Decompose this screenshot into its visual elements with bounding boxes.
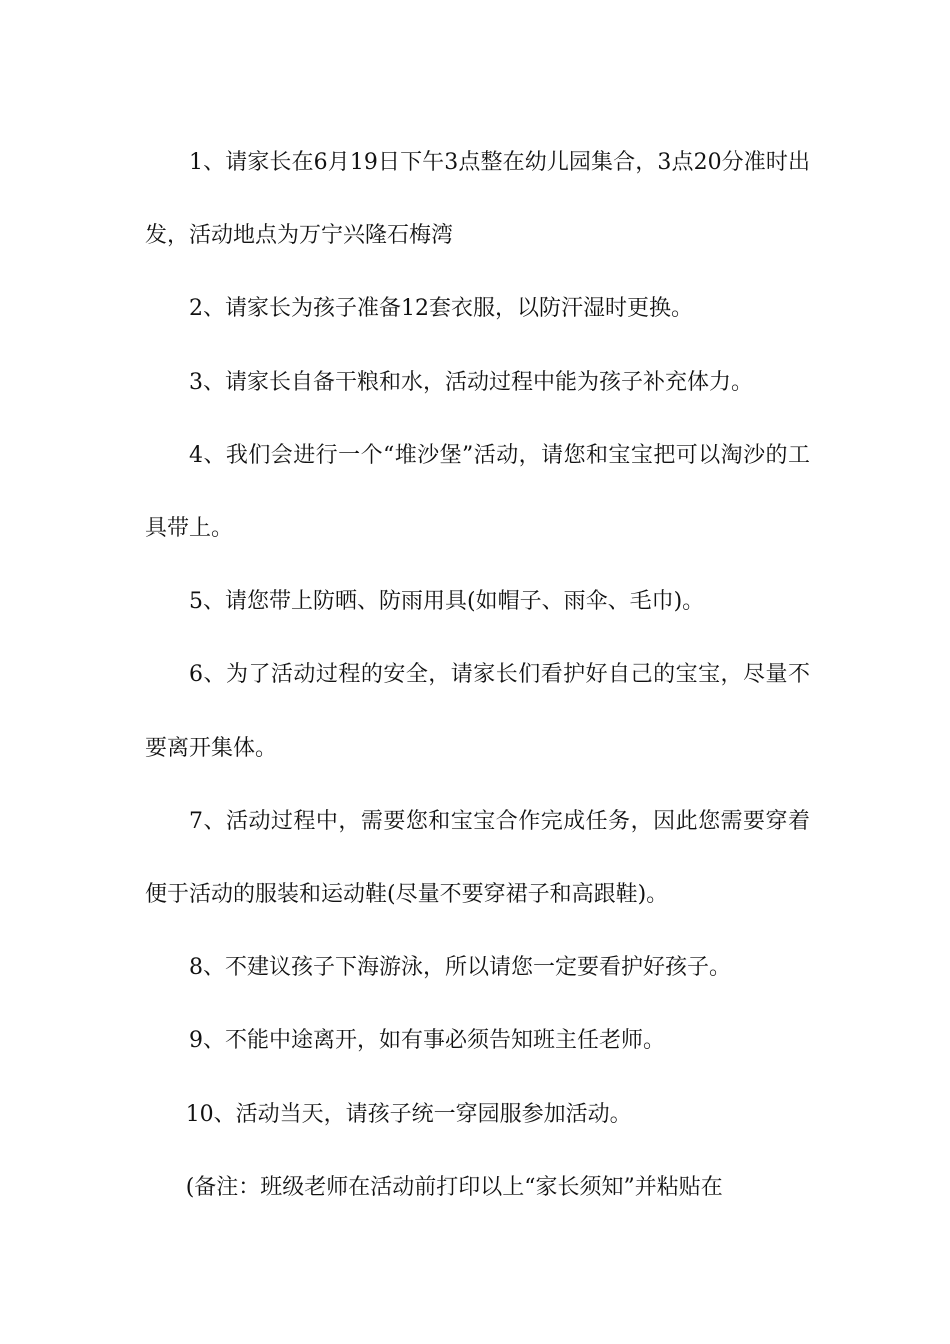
paragraph-5: 5、请您带上防晒、防雨用具(如帽子、雨伞、毛巾)。: [189, 589, 705, 615]
paragraph-6: 6、为了活动过程的安全，请家长们看护好自己的宝宝，尽量不要离开集体。: [145, 662, 810, 761]
paragraph-note: (备注：班级老师在活动前打印以上“家长须知”并粘贴在: [185, 1174, 723, 1200]
paragraph-2: 2、请家长为孩子准备12套衣服，以防汗湿时更换。: [189, 296, 693, 322]
paragraph-10: 10、活动当天，请孩子统一穿园服参加活动。: [185, 1101, 632, 1127]
paragraph-8: 8、不建议孩子下海游泳，所以请您一定要看护好孩子。: [189, 955, 731, 981]
paragraph-3: 3、请家长自备干粮和水，活动过程中能为孩子补充体力。: [189, 369, 753, 395]
paragraph-7: 7、活动过程中，需要您和宝宝合作完成任务，因此您需要穿着便于活动的服装和运动鞋(尽量不要穿裙子和高跟鞋)。: [145, 808, 810, 908]
paragraph-1: 1、请家长在6月19日下午3点整在幼儿园集合，3点20分准时出发，活动地点为万宁兴隆石梅湾: [145, 150, 810, 249]
paragraph-4: 4、我们会进行一个“堆沙堡”活动，请您和宝宝把可以淘沙的工具带上。: [145, 442, 810, 542]
document-body: [145, 126, 810, 1224]
paragraph-9: 9、不能中途离开，如有事必须告知班主任老师。: [189, 1028, 665, 1054]
